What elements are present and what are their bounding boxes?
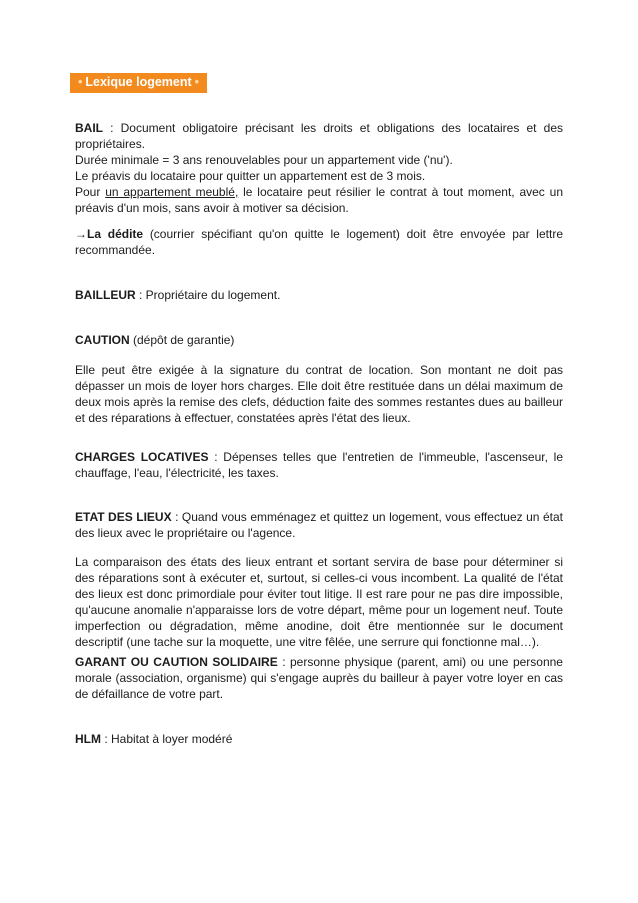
bail-furnished-underlined: un appartement meublé, [105, 185, 239, 199]
bail-notice-line: Le préavis du locataire pour quitter un appartement est de 3 mois. [75, 169, 426, 183]
charges-term: CHARGES LOCATIVES [75, 450, 209, 464]
dedite-text: (courrier spécifiant qu'on quitte le logement) doit être envoyée par lettre recommandée. [75, 227, 563, 257]
charges-definition-text: : Dépenses telles que l'entretien de l'immeuble, l'ascenseur, le chauffage, l'eau, l'électricité, les taxes. [75, 450, 564, 480]
garant-definition-text: : personne physique (parent, ami) ou une personne morale (association, organisme) qui s'engage auprès du bailleur à payer votre loyer en cas de défaillance de votre part. [75, 655, 563, 701]
bailleur-term: BAILLEUR [75, 288, 136, 302]
bail-term: BAIL [75, 121, 103, 135]
title-bullet-right: • [194, 75, 200, 89]
hlm-definition-text: : Habitat à loyer modéré [101, 732, 233, 746]
definition-caution-body: Elle peut être exigée à la signature du contrat de location. Son montant ne doit pas dépasser un mois de loyer hors charges. Elle doit être restituée dans un délai maximum de deux mois après la remise des clefs, déduction faite des sommes restantes dues au bailleur et des réparations à effectuer, constatées après l'état des lieux. [75, 363, 563, 425]
caution-term: CAUTION [75, 333, 130, 347]
bail-definition-text: : Document obligatoire précisant les droits et obligations des locataires et des propriétaires. [75, 121, 563, 151]
definition-etat-des-lieux [75, 509, 563, 541]
bailleur-definition-text: : Propriétaire du logement. [135, 288, 281, 302]
definition-bail [75, 120, 563, 216]
bail-furnished-line [75, 184, 563, 216]
definition-caution-heading [75, 332, 563, 348]
etat-term: ETAT DES LIEUX [75, 510, 172, 524]
dedite-term: La dédite [87, 227, 144, 241]
right-arrow-icon: → [75, 227, 87, 241]
bail-definition-line [75, 120, 563, 152]
definition-bailleur [75, 287, 563, 303]
note-dedite [75, 226, 563, 258]
definition-charges-locatives [75, 449, 563, 481]
page-title-label: Lexique logement [85, 75, 192, 89]
definition-hlm [75, 731, 563, 747]
title-bullet-left: • [78, 75, 83, 89]
garant-term: GARANT OU CAUTION SOLIDAIRE [75, 655, 278, 669]
caution-subtitle: (dépôt de garantie) [129, 333, 235, 347]
bail-furnished-prefix: Pour [75, 185, 106, 199]
bail-furnished-rest: le locataire peut résilier le contrat à tout moment, avec un préavis d'un mois, sans avoir à motiver sa décision. [75, 185, 563, 215]
bail-duration-line: Durée minimale = 3 ans renouvelables pour un appartement vide ('nu'). [75, 153, 453, 167]
definition-garant [75, 654, 563, 702]
definition-etat-des-lieux-body: La comparaison des états des lieux entrant et sortant servira de base pour déterminer si des réparations sont à exécuter et, surtout, si celles-ci vous incombent. La qualité de l'état des lieux est donc primordiale pour éviter tout litige. Il est rare pour ne pas dire impossible, qu'aucune anomalie n'apparaisse lors de votre départ, même pour un logement neuf. Toute imperfection ou dégradation, même anodine, doit être mentionnée sur le document descriptif (une tache sur la moquette, une vitre fêlée, une serrure qui fonctionne mal…). [75, 555, 563, 649]
hlm-term: HLM [75, 732, 101, 746]
etat-definition-text: : Quand vous emménagez et quittez un logement, vous effectuez un état des lieux avec le propriétaire ou l'agence. [75, 510, 563, 540]
page-title [70, 73, 207, 93]
